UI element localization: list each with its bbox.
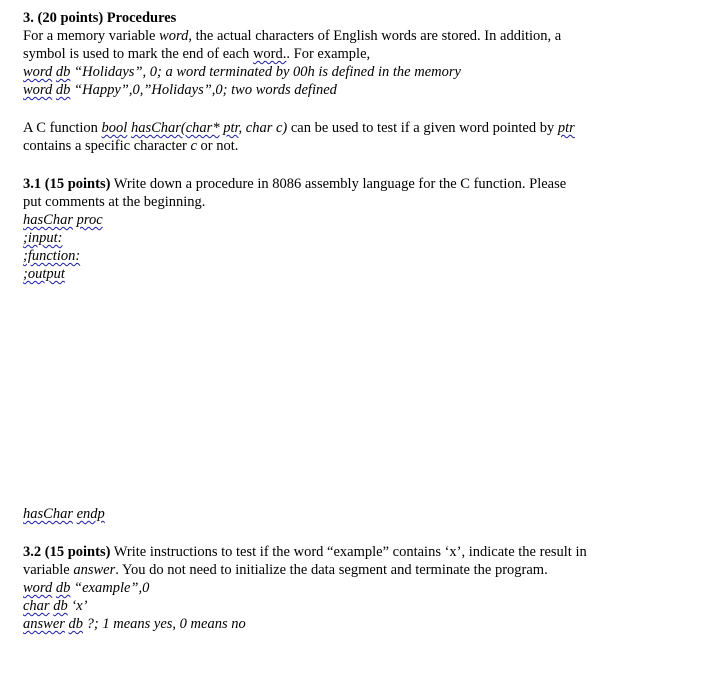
comment-function (23, 247, 80, 265)
text-run: For a memory variable (23, 28, 160, 44)
comment-function-text: ;function: (23, 248, 81, 264)
code-ptr: ptr (557, 120, 575, 136)
code-char-c: , char c) (238, 120, 288, 136)
section-3-paragraph-line-2 (23, 45, 370, 63)
code-line-answer (23, 615, 246, 633)
code-proc: proc (76, 212, 103, 228)
section-3-paragraph-line-1 (23, 27, 561, 45)
code-db: db (53, 598, 68, 614)
text-run: contains a specific character (23, 138, 191, 154)
code-bool: bool (101, 120, 128, 136)
code-rest: “example”,0 (70, 580, 150, 596)
variable-answer: answer (73, 562, 116, 578)
section-3-2-heading: 3.2 (15 points) (23, 544, 111, 560)
code-line-word (23, 579, 149, 597)
c-function-line-2 (23, 137, 238, 155)
code-word: word (23, 64, 53, 80)
code-haschar: hasChar (23, 212, 73, 228)
text-run: Write down a procedure in 8086 assembly language for the C function. Please (110, 176, 567, 192)
section-3-1-heading: 3.1 (15 points) (23, 176, 111, 192)
code-endp: endp (76, 506, 105, 522)
text-run: A C function (23, 120, 102, 136)
code-rest: “Holidays”, 0; a word terminated by 00h is defined in the memory (70, 64, 461, 80)
code-rest: ?; 1 means yes, 0 means no (83, 616, 246, 632)
section-3-heading: 3. (20 points) Procedures (23, 10, 177, 26)
code-db: db (55, 580, 71, 596)
code-ptr: ptr (223, 120, 239, 136)
proc-header (23, 211, 103, 229)
code-rest: “Happy”,0,”Holidays”,0; two words defined (70, 82, 337, 98)
section-3-2-line-1 (23, 543, 587, 561)
code-word: word (23, 580, 53, 596)
example-line-2 (23, 81, 337, 99)
comment-input-text: ;input: (23, 230, 63, 246)
code-db: db (55, 64, 71, 80)
variable-word: word (159, 28, 189, 44)
text-run: symbol is used to mark the end of each (23, 46, 253, 62)
section-3-1-line-1 (23, 175, 566, 193)
section-3-2-line-2 (23, 561, 548, 579)
c-function-line-1 (23, 119, 575, 137)
comment-output-text: ;output (23, 266, 65, 282)
code-word: word (23, 82, 53, 98)
code-haschar: hasChar (23, 506, 73, 522)
code-haschar-signature: hasChar(char* (130, 120, 220, 136)
word-squiggle: word. (252, 46, 287, 62)
text-run: , the actual characters of English words are stored. In addition, a (188, 28, 562, 44)
code-char: char (23, 598, 50, 614)
variable-c: c (190, 138, 197, 154)
code-db: db (68, 616, 84, 632)
text-run: or not. (196, 138, 239, 154)
code-rest: ‘x’ (67, 598, 88, 614)
code-answer: answer (23, 616, 65, 632)
text-run: . For example, (286, 46, 371, 62)
comment-input (23, 229, 62, 247)
example-line-1 (23, 63, 461, 81)
code-line-char (23, 597, 87, 615)
proc-end (23, 505, 105, 523)
text-run: can be used to test if a given word pointed by (287, 120, 558, 136)
comment-output (23, 265, 65, 283)
text-run: variable (23, 562, 74, 578)
text-run: . You do not need to initialize the data segment and terminate the program. (115, 562, 548, 578)
section-3-1-line-2: put comments at the beginning. (23, 194, 206, 210)
code-db: db (55, 82, 71, 98)
text-run: Write instructions to test if the word “example” contains ‘x’, indicate the result in (110, 544, 587, 560)
